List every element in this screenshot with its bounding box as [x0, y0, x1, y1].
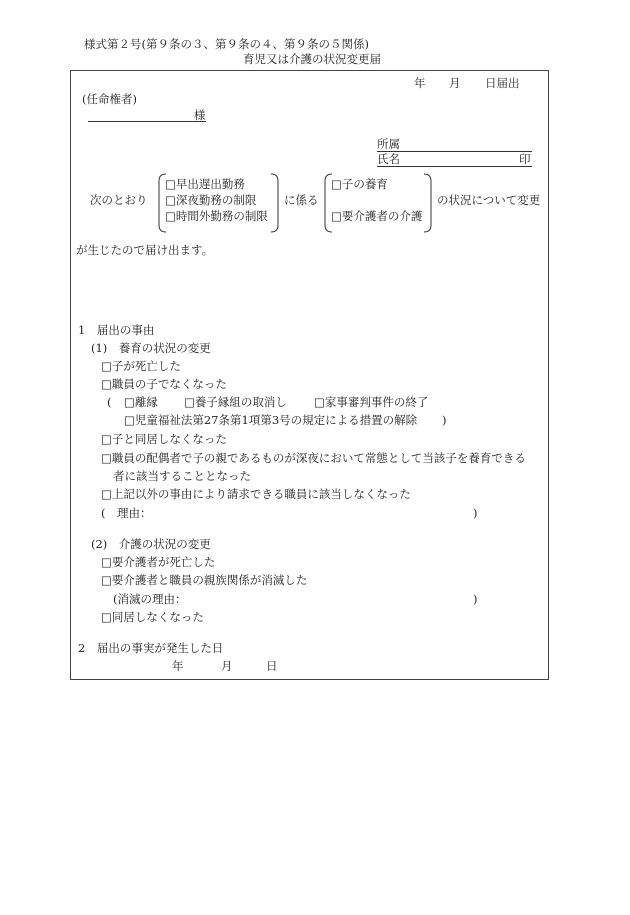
section1-heading: 1 届出の事由: [78, 323, 155, 337]
item-not-living-child: □子と同居しなくなった: [101, 432, 227, 446]
paren-close: ): [442, 413, 447, 427]
section2-heading: 2 届出の事実が発生した日: [78, 641, 224, 655]
statement-suffix: の状況について変更: [437, 193, 541, 207]
addressee-underline: [88, 121, 206, 122]
item-adoption-cancel: □養子縁組の取消し: [184, 395, 287, 409]
section1-sub1-heading: (1) 養育の状況の変更: [91, 341, 211, 355]
reason-close: ): [473, 506, 478, 520]
statement-connector: に係る: [284, 193, 319, 207]
affiliation-label: 所属: [377, 137, 400, 151]
form-frame: [70, 70, 549, 680]
right-bracket-care: [423, 173, 433, 233]
paren-open: (: [107, 395, 112, 409]
item-welfare-law: □児童福祉法第27条第1項第3号の規定による措置の解除: [124, 413, 418, 427]
item-other-reason: □上記以外の事由により請求できる職員に該当しなくなった: [101, 487, 411, 501]
item-family-court: □家事審判事件の終了: [314, 395, 429, 409]
item-not-child: □職員の子でなくなった: [101, 377, 227, 391]
section2-year-label: 年: [172, 659, 184, 673]
item-rikoen: □離縁: [124, 395, 158, 409]
right-bracket-work: [270, 173, 280, 233]
date-submitted-label: 日届出: [485, 76, 520, 90]
name-underline: [377, 166, 532, 167]
care-option-child: □子の養育: [331, 177, 388, 191]
item-not-living-cared: □同居しなくなった: [101, 610, 204, 624]
form-title: 育児又は介護の状況変更届: [243, 52, 381, 66]
statement-prefix: 次のとおり: [90, 193, 148, 207]
addressee-honorific: 様: [194, 108, 206, 122]
item-spouse-line2: 者に該当することとなった: [113, 469, 251, 483]
item-spouse-line1: □職員の配偶者で子の親であるものが深夜において常態として当該子を養育できる: [101, 451, 526, 465]
work-option-early-late: □早出遅出勤務: [165, 177, 245, 191]
statement-continuation: が生じたので届け出ます。: [76, 243, 214, 257]
seal-mark: 印: [519, 152, 531, 166]
care-option-nursing: □要介護者の介護: [331, 209, 423, 223]
item-child-died: □子が死亡した: [101, 359, 181, 373]
affiliation-underline: [377, 151, 532, 152]
item-relation-ended: □要介護者と職員の親族関係が消滅した: [101, 573, 308, 587]
addressee-label: (任命権者): [82, 92, 137, 106]
name-label: 氏名: [377, 152, 400, 166]
date-year-label: 年: [414, 76, 426, 90]
extinction-close: ): [473, 592, 478, 606]
section2-day-label: 日: [266, 659, 278, 673]
extinction-label: (消滅の理由：: [113, 592, 187, 606]
reason-label: ( 理由：: [101, 506, 152, 520]
work-option-overtime: □時間外勤務の制限: [165, 209, 268, 223]
form-number: 様式第２号(第９条の３、第９条の４、第９条の５関係): [84, 37, 369, 51]
section2-month-label: 月: [221, 659, 233, 673]
item-cared-died: □要介護者が死亡した: [101, 555, 216, 569]
section1-sub2-heading: (2) 介護の状況の変更: [91, 537, 211, 551]
date-month-label: 月: [449, 76, 461, 90]
work-option-night: □深夜勤務の制限: [165, 193, 257, 207]
